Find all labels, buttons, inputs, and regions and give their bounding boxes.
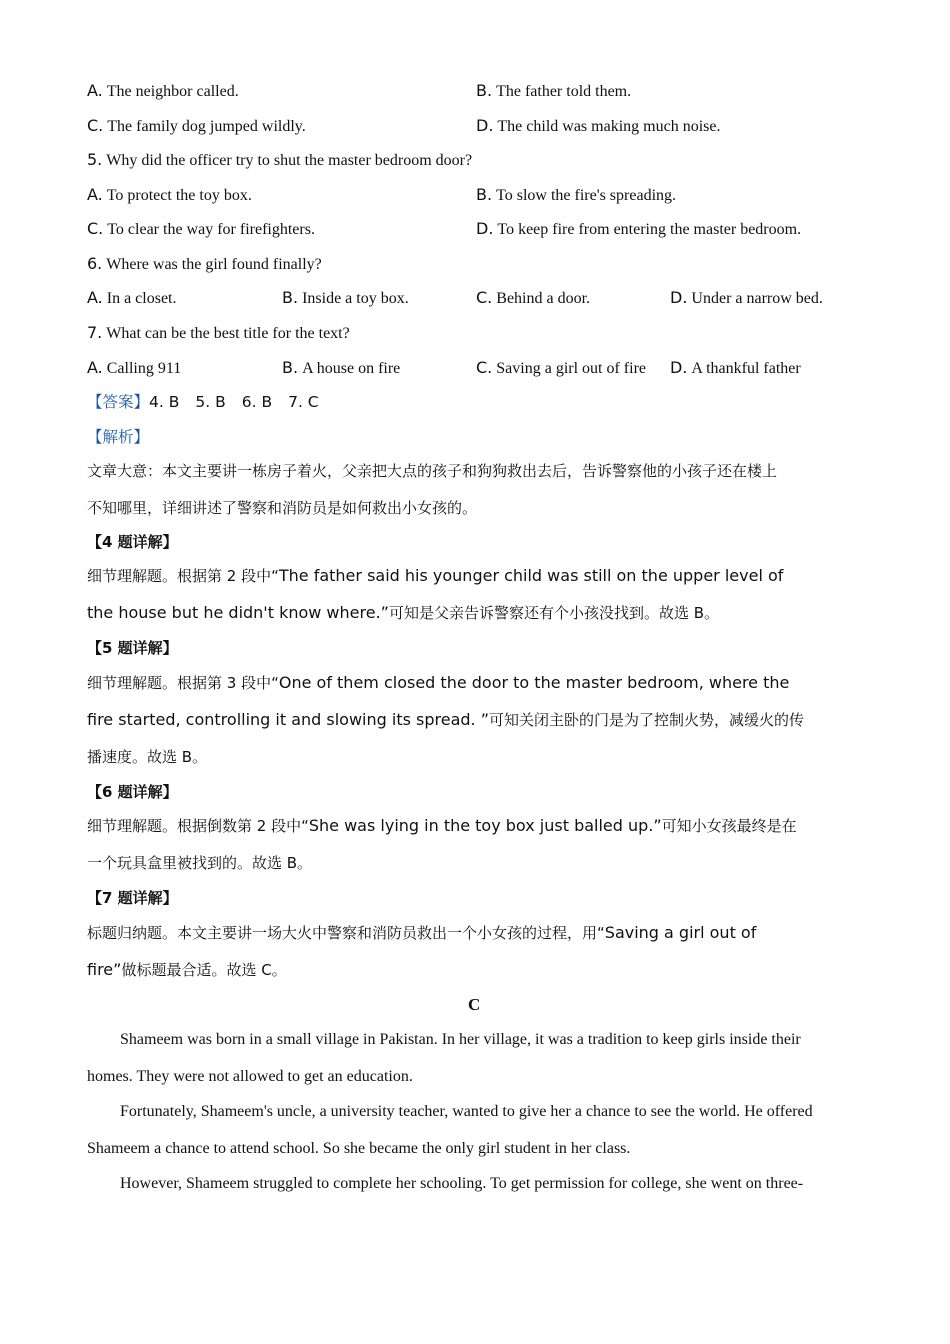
q5-detail-line-3: 播速度。故选 B。 <box>87 748 208 766</box>
q5-option-b: B. To slow the fire's spreading. <box>476 185 677 204</box>
answer-line <box>87 392 335 412</box>
q7-option-a: A. Calling 911 <box>87 358 182 377</box>
analysis-tag: 【解析】 <box>87 428 150 446</box>
q6-option-a: A. In a closet. <box>87 288 177 307</box>
q5-detail-heading: 【5 题详解】 <box>87 639 178 657</box>
q4-detail-line-1: 细节理解题。根据第 2 段中“The father said his younger child was still on the upper level of <box>87 566 784 585</box>
q5-option-a: A. To protect the toy box. <box>87 185 252 204</box>
q5-option-d: D. To keep fire from entering the master bedroom. <box>476 219 802 238</box>
q5-detail-line-1: 细节理解题。根据第 3 段中“One of them closed the door to the master bedroom, where the <box>87 673 790 692</box>
passage-paragraph-1-line-2: homes. They were not allowed to get an education. <box>87 1068 413 1085</box>
q7-stem: 7. What can be the best title for the text? <box>87 323 350 342</box>
q6-option-d: D. Under a narrow bed. <box>670 288 823 307</box>
q6-detail-line-2: 一个玩具盒里被找到的。故选 B。 <box>87 854 313 872</box>
summary-line-2: 不知哪里，详细讲述了警察和消防员是如何救出小女孩的。 <box>87 499 478 517</box>
q5-detail-line-2: fire started, controlling it and slowing its spread. ”可知关闭主卧的门是为了控制火势，减缓火的传 <box>87 710 805 729</box>
q4-detail-line-2: the house but he didn't know where.”可知是父亲告诉警察还有个小孩没找到。故选 B。 <box>87 603 720 622</box>
passage-paragraph-2-line-1: Fortunately, Shameem's uncle, a university teacher, wanted to give her a chance to see the world. He offered <box>120 1103 813 1120</box>
q6-option-c: C. Behind a door. <box>476 288 591 307</box>
q6-detail-line-1: 细节理解题。根据倒数第 2 段中“She was lying in the toy box just balled up.”可知小女孩最终是在 <box>87 816 797 835</box>
answer-item: 4. B <box>149 393 180 411</box>
q7-option-c: C. Saving a girl out of fire <box>476 358 647 377</box>
answer-item: 5. B <box>195 393 226 411</box>
q4-option-a: A. The neighbor called. <box>87 81 239 100</box>
q6-option-b: B. Inside a toy box. <box>282 288 409 307</box>
summary-line-1: 文章大意：本文主要讲一栋房子着火，父亲把大点的孩子和狗狗救出去后，告诉警察他的小孩子还在楼上 <box>87 462 778 480</box>
q7-detail-heading: 【7 题详解】 <box>87 889 178 907</box>
q4-option-d: D. The child was making much noise. <box>476 116 721 135</box>
passage-paragraph-3-line-1: However, Shameem struggled to complete her schooling. To get permission for college, she went on three- <box>120 1175 804 1192</box>
q5-option-c: C. To clear the way for firefighters. <box>87 219 315 238</box>
section-heading: C <box>468 995 481 1014</box>
passage-paragraph-1-line-1: Shameem was born in a small village in Pakistan. In her village, it was a tradition to keep girls inside their <box>120 1031 801 1048</box>
answer-tag: 【答案】 <box>87 393 150 411</box>
q6-stem: 6. Where was the girl found finally? <box>87 254 322 273</box>
answer-item: 7. C <box>288 393 319 411</box>
q4-option-b: B. The father told them. <box>476 81 632 100</box>
q7-option-b: B. A house on fire <box>282 358 401 377</box>
q7-detail-line-1: 标题归纳题。本文主要讲一场大火中警察和消防员救出一个小女孩的过程，用“Saving a girl out of <box>87 923 757 942</box>
q4-detail-heading: 【4 题详解】 <box>87 533 178 551</box>
q6-detail-heading: 【6 题详解】 <box>87 783 178 801</box>
passage-paragraph-2-line-2: Shameem a chance to attend school. So she became the only girl student in her class. <box>87 1140 631 1157</box>
q4-option-c: C. The family dog jumped wildly. <box>87 116 306 135</box>
q7-option-d: D. A thankful father <box>670 358 801 377</box>
answer-item: 6. B <box>241 393 273 411</box>
q5-stem: 5. Why did the officer try to shut the master bedroom door? <box>87 150 473 169</box>
q7-detail-line-2: fire”做标题最合适。故选 C。 <box>87 960 287 979</box>
